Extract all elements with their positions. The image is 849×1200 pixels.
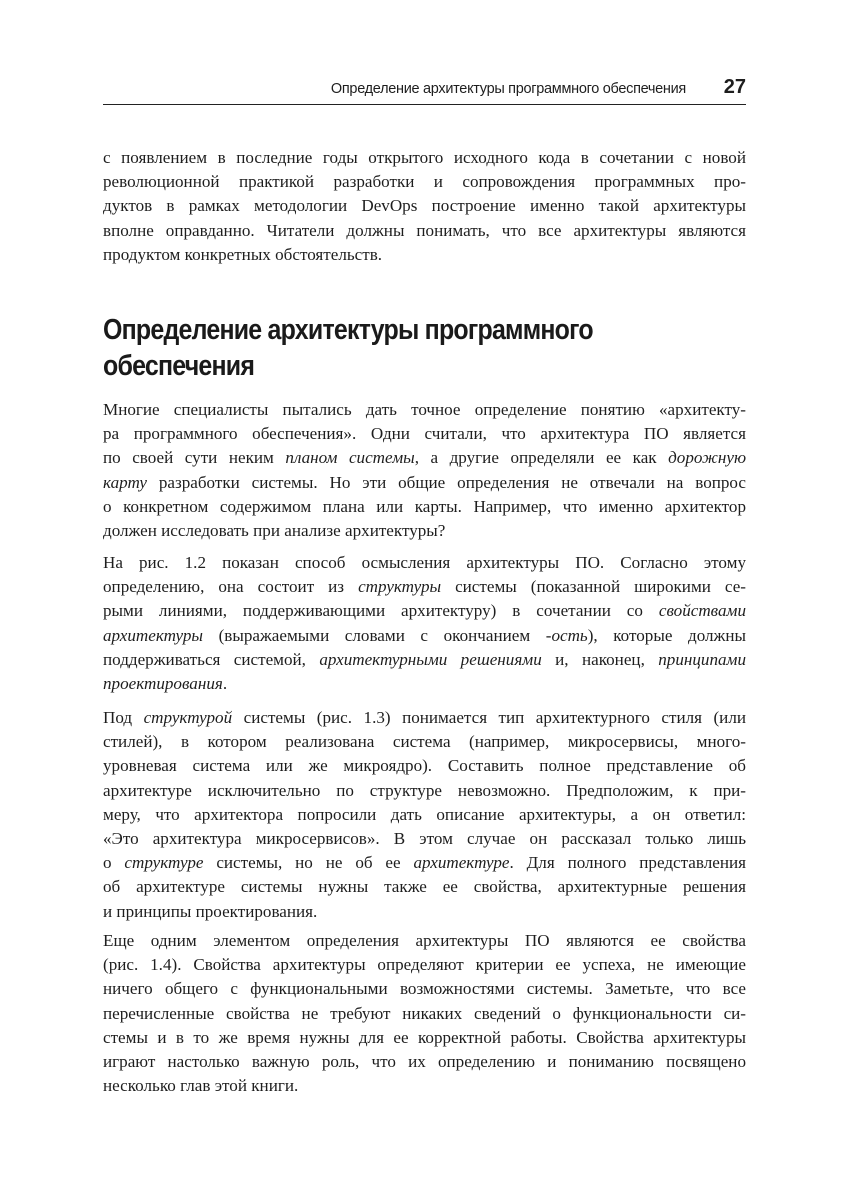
text-line: Еще одним элементом определения архитектуры ПО являются ее свойства — [103, 931, 746, 950]
text-line: дуктов в рамках методологии DevOps построение именно такой архитектуры — [103, 196, 746, 216]
paragraph-3 — [103, 706, 746, 924]
text-line — [103, 706, 746, 730]
paragraph-4 — [103, 929, 746, 1098]
text-line: о конкретном содержимом плана или карты. Например, что именно архитектор — [103, 496, 746, 516]
text-line — [103, 599, 746, 623]
text-line — [103, 446, 746, 470]
text-line: должен исследовать при анализе архитектуры? — [103, 521, 446, 541]
text-run: ), которые должны — [587, 625, 746, 645]
text-line: стемы и в то же время нужны для ее корректной работы. Свойства архитектуры — [103, 1027, 746, 1047]
emphasis-term: структуре — [124, 853, 204, 873]
emphasis-term: дорожную — [668, 448, 747, 468]
emphasis-term: структуры — [358, 577, 442, 597]
text-line: с появлением в последние годы открытого исходного кода в сочетании с новой — [103, 148, 746, 167]
text-line — [103, 471, 746, 495]
text-run: . — [222, 674, 228, 694]
text-line — [103, 672, 746, 696]
text-run: системы (показанной широкими се- — [441, 577, 746, 597]
section-heading-line: обеспечения — [103, 350, 255, 382]
text-run: Под — [103, 708, 144, 727]
text-line: вполне оправданно. Читатели должны понимать, что все архитектуры являются — [103, 220, 746, 240]
text-line: революционной практикой разработки и сопровождения программных про- — [103, 172, 746, 192]
text-run: о — [103, 853, 125, 873]
paragraph-1 — [103, 398, 746, 543]
text-line — [103, 851, 746, 875]
text-run: по своей сути неким — [103, 448, 286, 468]
text-line: меру, что архитектора попросили дать описание архитектуры, а он ответил: — [103, 804, 746, 824]
emphasis-term: архитектурными решениями — [319, 649, 542, 669]
text-run: . Для полного представления — [509, 853, 746, 873]
text-line: ничего общего с функциональными возможностями системы. Заметьте, что все — [103, 979, 746, 999]
text-run: и, наконец, — [541, 649, 659, 669]
text-line: несколько глав этой книги. — [103, 1076, 299, 1096]
text-line: (рис. 1.4). Свойства архитектуры определяют критерии ее успеха, не имеющие — [103, 955, 746, 975]
section-heading-line: Определение архитектуры программного — [103, 314, 593, 346]
text-line: ра программного обеспечения». Одни считали, что архитектура ПО является — [103, 424, 746, 444]
text-run: рыми линиями, поддерживающими архитектуру) в сочетании со — [103, 601, 659, 621]
emphasis-term: -ость — [545, 625, 588, 645]
text-run: системы, но не об ее — [203, 853, 414, 873]
text-run: системы (рис. 1.3) понимается тип архитектурного стиля (или — [232, 708, 747, 727]
emphasis-term: принципами — [658, 649, 746, 669]
text-line: и принципы проектирования. — [103, 901, 318, 921]
text-line — [103, 624, 746, 648]
text-line: перечисленные свойства не требуют никаких сведений о функциональности си- — [103, 1003, 746, 1023]
text-line: «Это архитектура микросервисов». В этом случае он рассказал только лишь — [103, 829, 746, 849]
text-line: На рис. 1.2 показан способ осмысления архитектуры ПО. Согласно этому — [103, 553, 746, 572]
text-line — [103, 648, 746, 672]
text-run: определению, она состоит из — [103, 577, 359, 597]
page-number: 27 — [723, 76, 746, 98]
emphasis-term: структурой — [143, 708, 233, 727]
emphasis-term: карту — [103, 472, 147, 492]
text-line: продуктом конкретных обстоятельств. — [103, 244, 383, 264]
text-run: поддерживаться системой, — [103, 649, 320, 669]
text-line: архитектуре исключительно по структуре невозможно. Предположим, к при- — [103, 780, 746, 800]
intro-paragraph — [103, 146, 746, 267]
text-line: играют настолько важную роль, что их определению и пониманию посвящено — [103, 1052, 746, 1072]
paragraph-2 — [103, 551, 746, 696]
emphasis-term: архитектуры — [103, 625, 203, 645]
emphasis-term: свойствами — [658, 601, 746, 621]
text-run: , а другие определяли ее как — [414, 448, 669, 468]
emphasis-term: планом системы — [285, 448, 415, 468]
text-run: (выражаемыми словами с окончанием — [203, 625, 546, 645]
text-line: об архитектуре системы нужны также ее свойства, архитектурные решения — [103, 877, 746, 897]
running-head — [103, 76, 746, 105]
section-heading — [103, 312, 656, 384]
text-line: стилей), в котором реализована система (например, микросервисы, много- — [103, 732, 746, 752]
text-line — [103, 575, 746, 599]
text-line: Многие специалисты пытались дать точное определение понятию «архитекту- — [103, 400, 746, 419]
emphasis-term: проектирования — [103, 674, 223, 694]
text-run: разработки системы. Но эти общие определения не отвечали на вопрос — [146, 472, 746, 492]
text-line: уровневая система или же микроядро). Составить полное представление об — [103, 756, 746, 776]
emphasis-term: архитектуре — [413, 853, 510, 873]
running-head-title: Определение архитектуры программного обеспечения — [330, 81, 686, 97]
